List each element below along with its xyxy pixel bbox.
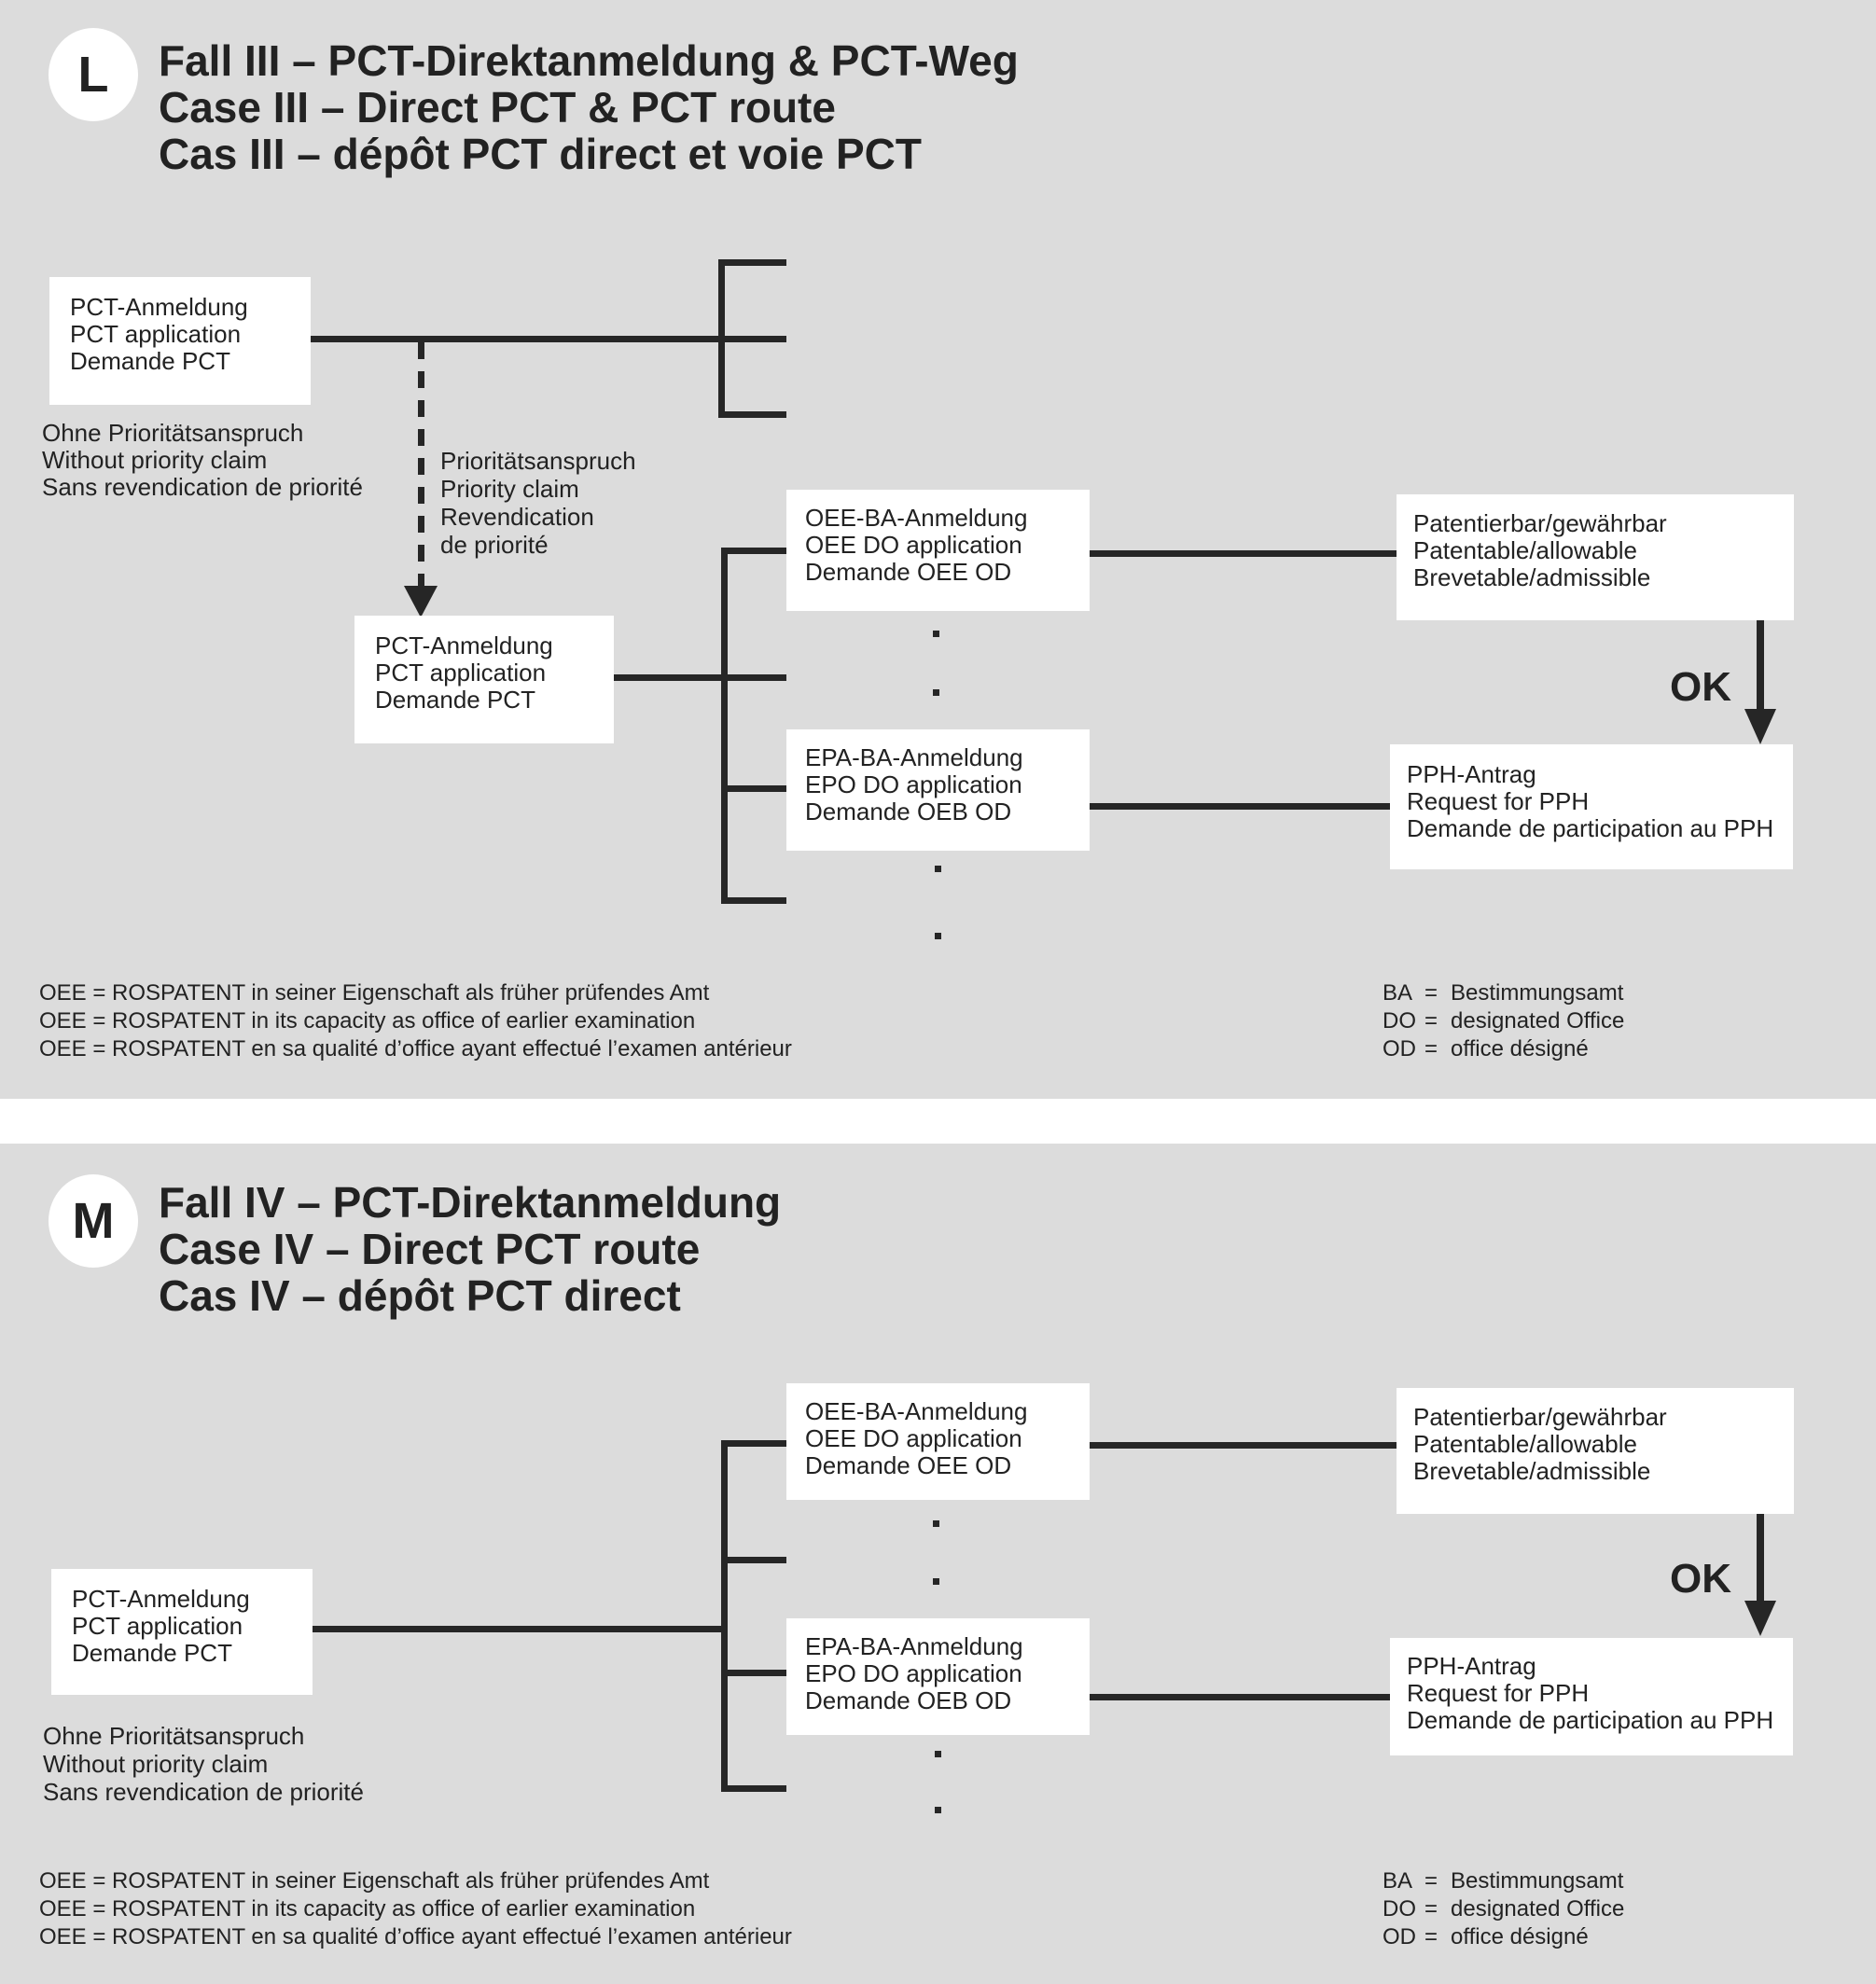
box-line: Patentable/allowable: [1413, 1430, 1637, 1458]
legend-abbr: BA: [1383, 980, 1413, 1006]
case3-ok-arrowhead-icon: [1744, 709, 1776, 744]
case3-pct-route-bracket-stub-bottom: [718, 411, 786, 418]
case3-offices-bracket-vertical: [721, 548, 728, 904]
case4-pct-to-offices-line: [313, 1626, 728, 1632]
label-line: Sans revendication de priorité: [43, 1778, 364, 1806]
case3-pct-route-bracket-vertical: [718, 259, 725, 418]
box-line: Patentable/allowable: [1413, 536, 1637, 564]
label-line: Without priority claim: [42, 446, 268, 474]
box-line: EPO DO application: [805, 770, 1022, 798]
case3-badge-letter: L: [77, 47, 109, 103]
case3-priority-arrowhead-icon: [404, 586, 438, 617]
case3-pct-to-offices-line: [614, 674, 786, 681]
case3-pct-route-bracket-stub-top: [718, 259, 786, 266]
box-line: OEE-BA-Anmeldung: [805, 1397, 1028, 1425]
label-line: Ohne Prioritätsanspruch: [43, 1722, 305, 1750]
box-line: PCT-Anmeldung: [72, 1585, 250, 1613]
box-line: Demande PCT: [70, 347, 230, 375]
legend-line: OEE = ROSPATENT en sa qualité d’office ayant effectué l’examen antérieur: [39, 1036, 792, 1061]
case4-ok-arrow-stem: [1757, 1514, 1764, 1602]
legend-term: Bestimmungsamt: [1451, 1868, 1624, 1894]
case4-badge-letter: M: [72, 1193, 115, 1249]
legend-line: OEE = ROSPATENT in its capacity as office of earlier examination: [39, 1896, 696, 1922]
case3-pct-route-line: [311, 336, 786, 342]
legend-abbr: OD: [1383, 1036, 1416, 1061]
case4-offices-bracket-stub-bottom: [721, 1785, 786, 1792]
box-line: Patentierbar/gewährbar: [1413, 509, 1667, 537]
case3-epo-do-application-box: [786, 729, 1090, 851]
case3-ellipsis-dot: [935, 933, 941, 939]
case4-offices-bracket-vertical: [721, 1440, 728, 1792]
case4-title-en: Case IV – Direct PCT route: [159, 1225, 701, 1273]
box-line: Demande OEB OD: [805, 1686, 1012, 1714]
case3-ellipsis-dot: [933, 631, 939, 637]
legend-abbr: DO: [1383, 1896, 1416, 1922]
box-line: Demande OEE OD: [805, 1451, 1012, 1479]
case4-ellipsis-dot: [935, 1751, 941, 1757]
case3-title: [159, 37, 1019, 177]
box-line: PPH-Antrag: [1407, 1652, 1536, 1680]
case4-offices-bracket-stub-mid: [721, 1557, 786, 1563]
box-line: PCT application: [375, 659, 547, 687]
box-line: Request for PPH: [1407, 787, 1590, 815]
box-line: OEE-BA-Anmeldung: [805, 504, 1028, 532]
legend-eq: =: [1424, 1924, 1438, 1949]
box-line: Request for PPH: [1407, 1679, 1590, 1707]
case3-offices-bracket-stub-epa: [721, 785, 786, 792]
box-line: PCT application: [72, 1612, 243, 1640]
case3-offices-bracket-stub-oee: [721, 548, 786, 554]
case3-ok-arrow-stem: [1757, 620, 1764, 711]
case4-oee-to-patentable-line: [1090, 1442, 1397, 1449]
case4-ellipsis-dot: [935, 1807, 941, 1813]
case4-abbreviation-legend: [1383, 1867, 1624, 1951]
case4-epo-to-pph-line: [1090, 1694, 1390, 1700]
box-line: PCT application: [70, 320, 242, 348]
case3-pph-request-box: [1390, 744, 1793, 869]
label-line: Without priority claim: [43, 1750, 269, 1778]
box-line: Demande OEE OD: [805, 558, 1012, 586]
case4-title: [159, 1179, 781, 1319]
case3-ellipsis-dot: [933, 689, 939, 696]
case3-ok-label: OK: [1670, 664, 1731, 710]
box-line: PPH-Antrag: [1407, 760, 1536, 788]
label-line: de priorité: [440, 531, 549, 559]
case3-oee-do-application-box: [786, 490, 1090, 611]
case4-offices-bracket-stub-epa: [721, 1670, 786, 1676]
legend-line: OEE = ROSPATENT en sa qualité d’office ayant effectué l’examen antérieur: [39, 1924, 792, 1949]
legend-term: designated Office: [1451, 1896, 1625, 1922]
label-line: Revendication: [440, 503, 594, 531]
legend-eq: =: [1424, 1036, 1438, 1061]
box-line: PCT-Anmeldung: [375, 631, 553, 659]
case4-ellipsis-dot: [933, 1578, 939, 1585]
case4-oee-legend: [39, 1867, 792, 1951]
legend-eq: =: [1424, 1008, 1438, 1034]
case3-epo-to-pph-line: [1090, 803, 1390, 810]
box-line: OEE DO application: [805, 1424, 1022, 1452]
case3-ellipsis-dot: [935, 866, 941, 872]
case4-patentable-box: [1397, 1388, 1794, 1514]
case3-without-priority-label: [42, 420, 363, 501]
box-line: EPA-BA-Anmeldung: [805, 1632, 1023, 1660]
legend-abbr: DO: [1383, 1008, 1416, 1034]
legend-abbr: OD: [1383, 1924, 1416, 1949]
box-line: Brevetable/admissible: [1413, 563, 1651, 591]
box-line: Demande de participation au PPH: [1407, 1706, 1774, 1734]
label-line: Prioritätsanspruch: [440, 447, 636, 475]
box-line: OEE DO application: [805, 531, 1022, 559]
box-line: Demande OEB OD: [805, 798, 1012, 826]
label-line: Ohne Prioritätsanspruch: [42, 419, 304, 447]
box-line: EPO DO application: [805, 1659, 1022, 1687]
legend-term: office désigné: [1451, 1924, 1589, 1949]
case4-ellipsis-dot: [933, 1520, 939, 1527]
box-line: Demande PCT: [375, 686, 535, 714]
case3-pct-application-box-top: [49, 277, 311, 405]
case4-ok-arrowhead-icon: [1744, 1601, 1776, 1636]
case4-pct-application-box: [51, 1569, 313, 1695]
case3-title-fr: Cas III – dépôt PCT direct et voie PCT: [159, 130, 922, 178]
case3-priority-dashed-line: [418, 342, 424, 587]
case4-pph-request-box: [1390, 1638, 1793, 1755]
legend-eq: =: [1424, 1896, 1438, 1922]
legend-eq: =: [1424, 1868, 1438, 1894]
case3-patentable-box: [1397, 494, 1794, 620]
case4-badge-circle: [49, 1174, 138, 1268]
label-line: Sans revendication de priorité: [42, 473, 363, 501]
case4-without-priority-label: [43, 1722, 364, 1806]
case4-title-de: Fall IV – PCT-Direktanmeldung: [159, 1178, 782, 1227]
box-line: PCT-Anmeldung: [70, 293, 248, 321]
legend-term: Bestimmungsamt: [1451, 980, 1624, 1006]
legend-abbr: BA: [1383, 1868, 1413, 1894]
box-line: Demande de participation au PPH: [1407, 814, 1774, 842]
legend-eq: =: [1424, 980, 1438, 1006]
legend-line: OEE = ROSPATENT in seiner Eigenschaft als früher prüfendes Amt: [39, 980, 710, 1006]
case3-offices-bracket-stub-bottom: [721, 897, 786, 904]
box-line: EPA-BA-Anmeldung: [805, 743, 1023, 771]
case3-title-de: Fall III – PCT-Direktanmeldung & PCT-Weg: [159, 36, 1019, 85]
case3-badge-circle: [49, 28, 138, 121]
case3-abbreviation-legend: [1383, 979, 1624, 1063]
case4-ok-label: OK: [1670, 1556, 1731, 1602]
box-line: Patentierbar/gewährbar: [1413, 1403, 1667, 1431]
case3-title-en: Case III – Direct PCT & PCT route: [159, 83, 836, 132]
box-line: Brevetable/admissible: [1413, 1457, 1651, 1485]
case4-epo-do-application-box: [786, 1618, 1090, 1735]
case3-oee-legend: [39, 979, 792, 1063]
case3-pct-application-box-lower: [354, 616, 614, 743]
box-line: Demande PCT: [72, 1639, 232, 1667]
case3-priority-claim-label: [440, 447, 636, 559]
legend-term: office désigné: [1451, 1036, 1589, 1061]
case4-oee-do-application-box: [786, 1383, 1090, 1500]
case4-offices-bracket-stub-oee: [721, 1440, 786, 1447]
label-line: Priority claim: [440, 475, 579, 503]
case3-oee-to-patentable-line: [1090, 550, 1398, 557]
legend-line: OEE = ROSPATENT in its capacity as office of earlier examination: [39, 1008, 696, 1034]
legend-line: OEE = ROSPATENT in seiner Eigenschaft als früher prüfendes Amt: [39, 1868, 710, 1894]
legend-term: designated Office: [1451, 1008, 1625, 1034]
case4-title-fr: Cas IV – dépôt PCT direct: [159, 1271, 681, 1320]
